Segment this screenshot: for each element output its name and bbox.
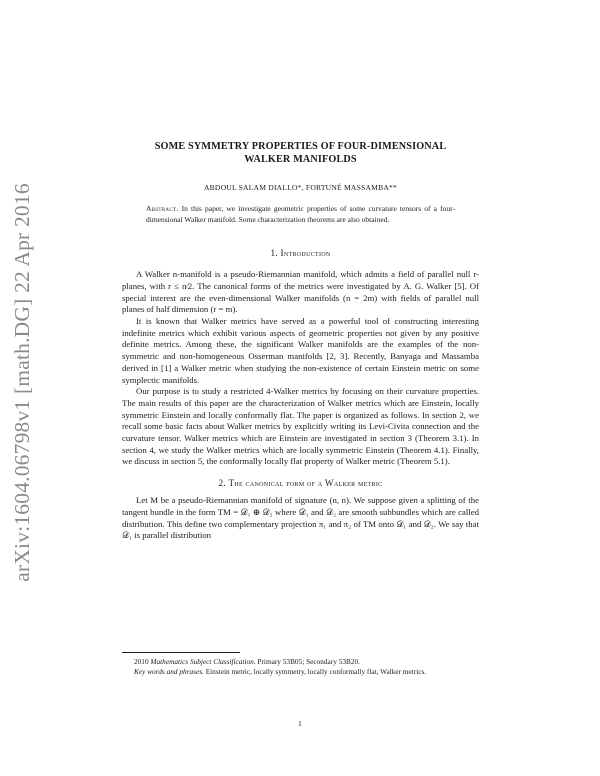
arxiv-identifier-text: arXiv:1604.06798v1 [math.DG] 22 Apr 2016 — [9, 182, 34, 582]
abstract — [146, 204, 455, 225]
arxiv-identifier-stamp — [2, 172, 42, 592]
keywords-footnote — [122, 667, 479, 677]
title-line-2: WALKER MANIFOLDS — [244, 154, 357, 165]
section-1-body — [122, 269, 479, 468]
footnote-divider — [122, 652, 240, 653]
author-list: ABDOUL SALAM DIALLO*, FORTUNÉ MASSAMBA** — [203, 183, 398, 192]
abstract-label: Abstract. — [146, 204, 179, 213]
paper-title — [122, 140, 479, 166]
paragraph: Let M be a pseudo-Riemannian manifold of signature (n, n). We suppose given a splitting of the tangent bundle in the form TM = 𝒟₁ ⊕ 𝒟₂ where 𝒟₁ and 𝒟₂ are smooth subbundles which are called distribution. This define two complementary projection π₁ and π₂ of TM onto 𝒟₁ and 𝒟₂. We say that 𝒟₁ is parallel distribution — [122, 495, 479, 541]
section-2-body — [122, 495, 479, 542]
paragraph: Our purpose is to study a restricted 4-Walker metrics by focusing on their curvature properties. The main results of this paper are the characterization of Walker metrics which are Einstein, locally symmetric Einstein and locally conformally flat. The paper is organized as follows. In section 2, we recall some basic facts about Walker metrics by explicitly writing its Levi-Civita connection and the curvature tensor. Walker metrics which are Einstein are investigated in section 3 (Theorem 3.1). In section 4, we study the Walker metrics which are locally symmetric Einstein (Theorem 4.1). Finally, we discuss in section 5, the conformally locally flat property of Walker metric (Theorem 5.1). — [122, 386, 479, 467]
paragraph: It is known that Walker metrics have served as a powerful tool of constructing interesting indefinite metrics which exhibit various aspects of geometric properties not given by any positive definite metrics. Among these, the significant Walker manifolds are the examples of the non-symmetric and non-homogeneous Osserman manifolds [2, 3]. Recently, Banyaga and Massamba derived in [1] a Walker metric when studying the non-existence of certain Einstein metric on some symplectic manifolds. — [122, 316, 479, 385]
msc-year: 2010 — [134, 657, 151, 666]
keywords-label: Key words and phrases. — [134, 667, 204, 676]
section-1-heading: 1. Introduction — [270, 248, 331, 259]
msc-codes: Primary 53B05; Secondary 53B20. — [255, 657, 360, 666]
footnotes — [122, 652, 479, 677]
paragraph: A Walker n-manifold is a pseudo-Riemannian manifold, which admits a field of parallel null r-planes, with r ≤ n⁄2. The canonical forms of the metrics were investigated by A. G. Walker [5]. Of special interest are the even-dimensional Walker manifolds (n = 2m) with fields of parallel null planes of half dimension (r = m). — [122, 269, 479, 315]
main-content — [122, 140, 479, 542]
title-line-1: SOME SYMMETRY PROPERTIES OF FOUR-DIMENSIONAL — [154, 141, 447, 152]
msc-classification-footnote — [122, 657, 479, 667]
abstract-text: In this paper, we investigate geometric properties of some curvature tensors of a four-dimensional Walker manifold. Some characterization theorems are also obtained. — [146, 204, 455, 224]
keywords-text: Einstein metric, locally symmetry, locally conformally flat, Walker metrics. — [203, 667, 427, 676]
section-2-heading: 2. The canonical form of a Walker metric — [218, 478, 383, 489]
msc-label: Mathematics Subject Classification. — [150, 657, 256, 666]
page-number: 1 — [298, 719, 302, 728]
